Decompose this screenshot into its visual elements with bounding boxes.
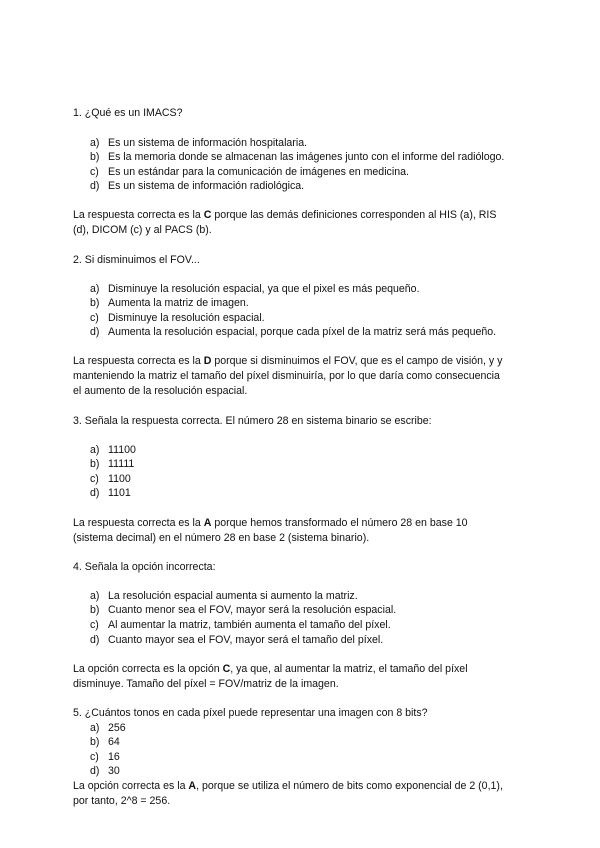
answer-option	[90, 722, 126, 735]
answer-option	[90, 283, 420, 296]
answer-explanation	[73, 780, 503, 793]
option-text: Cuanto mayor sea el FOV, mayor será el tamaño del píxel.	[108, 634, 384, 646]
explanation-text: porque si disminuimos el FOV, que es el campo de visión, y y	[211, 355, 503, 367]
answer-option	[90, 444, 136, 457]
option-text: 16	[108, 751, 120, 763]
correct-letter: A	[203, 517, 212, 529]
option-label: d)	[90, 634, 100, 646]
explanation-line: disminuye. Tamaño del píxel = FOV/matriz de la imagen.	[73, 678, 339, 690]
option-label: a)	[90, 722, 100, 734]
option-text: Es la memoria donde se almacenan las imágenes junto con el informe del radiólogo.	[108, 151, 505, 163]
answer-option	[90, 751, 120, 764]
question-title: 2. Si disminuimos el FOV...	[73, 254, 200, 266]
answer-option	[90, 180, 304, 193]
option-label: b)	[90, 151, 100, 163]
explanation-text: porque las demás definiciones corresponden al HIS (a), RIS	[211, 209, 497, 221]
answer-option	[90, 137, 307, 150]
correct-letter: A	[188, 780, 197, 792]
option-label: c)	[90, 473, 99, 485]
answer-option	[90, 312, 265, 325]
question-title: 4. Señala la opción incorrecta:	[73, 561, 216, 573]
option-text: 30	[108, 765, 120, 777]
answer-option	[90, 634, 383, 647]
answer-option	[90, 326, 496, 339]
answer-option	[90, 736, 120, 749]
answer-option	[90, 604, 396, 617]
option-text: La resolución espacial aumenta si aumento la matriz.	[108, 590, 358, 602]
option-label: b)	[90, 297, 100, 309]
correct-letter: C	[222, 663, 231, 675]
answer-option	[90, 619, 391, 632]
option-label: a)	[90, 590, 100, 602]
option-text: Disminuye la resolución espacial, ya que el pixel es más pequeño.	[108, 283, 420, 295]
option-label: d)	[90, 326, 100, 338]
option-text: Cuanto menor sea el FOV, mayor será la resolución espacial.	[108, 604, 397, 616]
option-label: c)	[90, 619, 99, 631]
correct-letter: D	[203, 355, 212, 367]
option-label: d)	[90, 180, 100, 192]
explanation-line: (sistema decimal) en el número 28 en base 2 (sistema binario).	[73, 532, 370, 544]
option-text: 11100	[108, 444, 136, 456]
option-label: b)	[90, 736, 100, 748]
option-label: b)	[90, 604, 100, 616]
option-label: b)	[90, 458, 100, 470]
answer-option	[90, 166, 409, 179]
explanation-line: el aumento de la resolución espacial.	[73, 385, 248, 397]
option-text: Disminuye la resolución espacial.	[108, 312, 265, 324]
option-label: d)	[90, 487, 100, 499]
option-label: a)	[90, 137, 100, 149]
option-label: c)	[90, 312, 99, 324]
option-label: c)	[90, 751, 99, 763]
option-label: a)	[90, 283, 100, 295]
option-text: Aumenta la matriz de imagen.	[108, 297, 249, 309]
option-text: Es un sistema de información hospitalaria.	[108, 137, 308, 149]
option-text: Es un sistema de información radiológica.	[108, 180, 305, 192]
answer-option	[90, 487, 131, 500]
option-label: c)	[90, 166, 99, 178]
answer-option	[90, 765, 120, 778]
option-text: 1100	[108, 473, 131, 485]
answer-option	[90, 473, 131, 486]
question-title: 3. Señala la respuesta correcta. El número 28 en sistema binario se escribe:	[73, 415, 432, 427]
option-text: Es un estándar para la comunicación de imágenes en medicina.	[108, 166, 409, 178]
option-text: Al aumentar la matriz, también aumenta el tamaño del píxel.	[108, 619, 391, 631]
explanation-text: La opción correcta es la opción	[73, 663, 223, 675]
answer-option	[90, 151, 504, 164]
explanation-text: , ya que, al aumentar la matriz, el tamaño del píxel	[230, 663, 468, 675]
option-text: 11111	[108, 458, 135, 470]
explanation-line: (d), DICOM (c) y al PACS (b).	[73, 224, 212, 236]
answer-explanation	[73, 355, 502, 368]
option-label: a)	[90, 444, 100, 456]
option-text: 1101	[108, 487, 131, 499]
option-text: Aumenta la resolución espacial, porque cada píxel de la matriz será más pequeño.	[108, 326, 497, 338]
question-title: 5. ¿Cuántos tonos en cada píxel puede representar una imagen con 8 bits?	[73, 707, 428, 719]
explanation-line: manteniendo la matriz el tamaño del píxel disminuiría, por lo que daría como consecuencia	[73, 370, 500, 382]
answer-explanation	[73, 209, 496, 222]
explanation-text: La respuesta correcta es la	[73, 517, 204, 529]
explanation-text: La opción correcta es la	[73, 780, 189, 792]
explanation-text: porque hemos transformado el número 28 en base 10	[211, 517, 468, 529]
option-text: 256	[108, 722, 126, 734]
answer-option	[90, 458, 134, 471]
explanation-line: por tanto, 2^8 = 256.	[73, 795, 171, 807]
answer-option	[90, 297, 249, 310]
question-title: 1. ¿Qué es un IMACS?	[73, 107, 183, 119]
option-text: 64	[108, 736, 120, 748]
option-label: d)	[90, 765, 100, 777]
answer-explanation	[73, 663, 468, 676]
explanation-text: La respuesta correcta es la	[73, 209, 204, 221]
explanation-text: La respuesta correcta es la	[73, 355, 204, 367]
answer-option	[90, 590, 358, 603]
answer-explanation	[73, 517, 468, 530]
explanation-text: , porque se utiliza el número de bits como exponencial de 2 (0,1),	[196, 780, 503, 792]
correct-letter: C	[203, 209, 212, 221]
